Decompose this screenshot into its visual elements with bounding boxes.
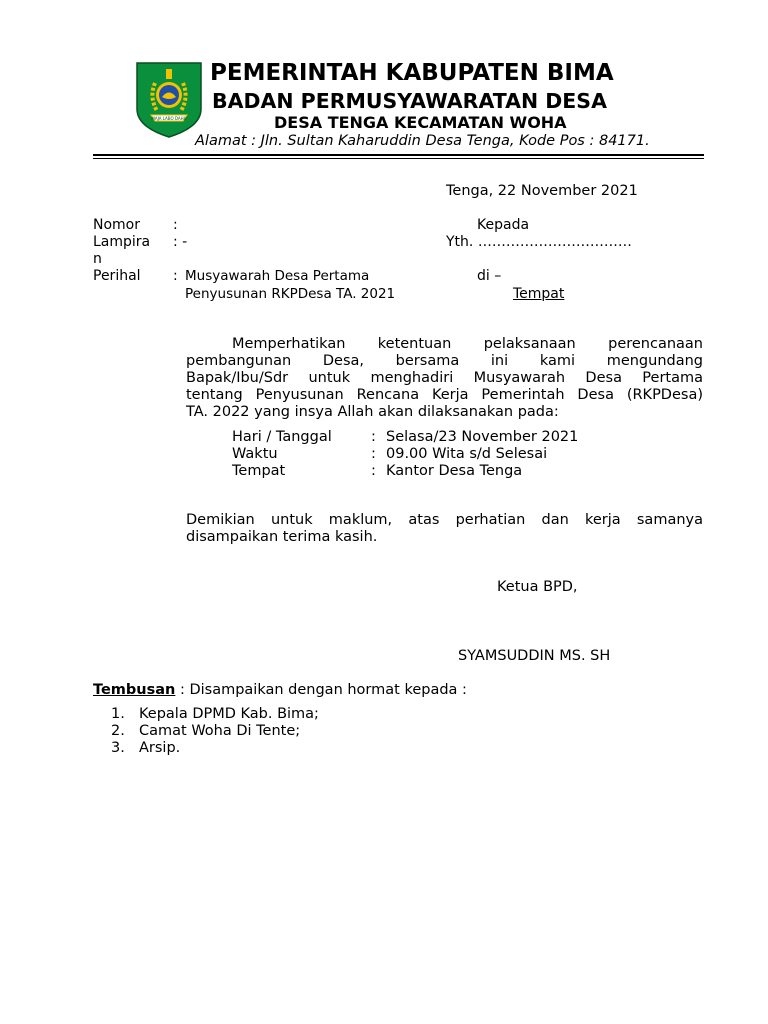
nomor-colon: :	[173, 217, 178, 233]
recipient-tempat: Tempat	[513, 286, 565, 302]
cc-item-text: Camat Woha Di Tente;	[139, 723, 301, 739]
detail-value-time: 09.00 Wita s/d Selesai	[386, 446, 548, 462]
body-paragraph1-line3: Bapak/Ibu/Sdr untuk menghadiri Musyawarah Desa Pertama	[186, 370, 703, 386]
detail-value-place: Kantor Desa Tenga	[386, 463, 523, 479]
header-rule-thick	[93, 154, 704, 156]
letterhead-line2: BADAN PERMUSYAWARATAN DESA	[212, 89, 607, 113]
perihal-colon: :	[173, 268, 178, 284]
cc-intro: : Disampaikan dengan hormat kepada :	[175, 682, 467, 698]
cc-item-text: Arsip.	[139, 740, 181, 756]
header-rule-thin	[93, 158, 704, 159]
lampiran-value: : -	[173, 234, 188, 250]
letterhead-line1: PEMERINTAH KABUPATEN BIMA	[210, 60, 614, 86]
body-paragraph1-line2: pembangunan Desa, bersama ini kami mengundang	[186, 353, 703, 369]
body-paragraph1-line5: TA. 2022 yang insya Allah akan dilaksanakan pada:	[186, 404, 559, 420]
cc-item-number: 2.	[111, 723, 125, 739]
detail-value-date: Selasa/23 November 2021	[386, 429, 579, 445]
body-paragraph2-line2: disampaikan terima kasih.	[186, 529, 378, 545]
body-paragraph2-line1: Demikian untuk maklum, atas perhatian dan kerja samanya	[186, 512, 703, 528]
cc-item-number: 3.	[111, 740, 125, 756]
perihal-line2: Penyusunan RKPDesa TA. 2021	[185, 286, 396, 302]
letterhead-address: Alamat : Jln. Sultan Kaharuddin Desa Tenga, Kode Pos : 84171.	[195, 133, 650, 149]
recipient-yth: Yth. ……………………………	[446, 234, 632, 250]
recipient-di: di –	[477, 268, 502, 284]
regency-logo	[135, 61, 203, 139]
detail-colon-time: :	[371, 446, 376, 462]
detail-label-time: Waktu	[232, 446, 278, 462]
body-paragraph1-line1: Memperhatikan ketentuan pelaksanaan perencanaan	[232, 336, 703, 352]
cc-item-text: Kepala DPMD Kab. Bima;	[139, 706, 319, 722]
letterhead-line3: DESA TENGA KECAMATAN WOHA	[274, 113, 567, 132]
cc-label: Tembusan	[93, 682, 176, 698]
detail-colon-place: :	[371, 463, 376, 479]
recipient-kepada: Kepada	[477, 217, 530, 233]
cc-item-number: 1.	[111, 706, 125, 722]
detail-label-date: Hari / Tanggal	[232, 429, 332, 445]
lampiran-label-wrap: n	[93, 251, 102, 267]
perihal-line1: Musyawarah Desa Pertama	[185, 268, 370, 284]
detail-label-place: Tempat	[232, 463, 286, 479]
signature-title: Ketua BPD,	[497, 579, 578, 595]
nomor-label: Nomor	[93, 217, 140, 233]
logo-banner-text: MAJA LABO DAHU	[151, 116, 187, 121]
perihal-label: Perihal	[93, 268, 141, 284]
detail-colon-date: :	[371, 429, 376, 445]
lampiran-label: Lampira	[93, 234, 151, 250]
cc-heading	[93, 682, 467, 698]
body-paragraph1-line4: tentang Penyusunan Rencana Kerja Pemerintah Desa (RKPDesa)	[186, 387, 703, 403]
signature-name: SYAMSUDDIN MS. SH	[458, 648, 611, 664]
letter-date: Tenga, 22 November 2021	[446, 183, 638, 199]
